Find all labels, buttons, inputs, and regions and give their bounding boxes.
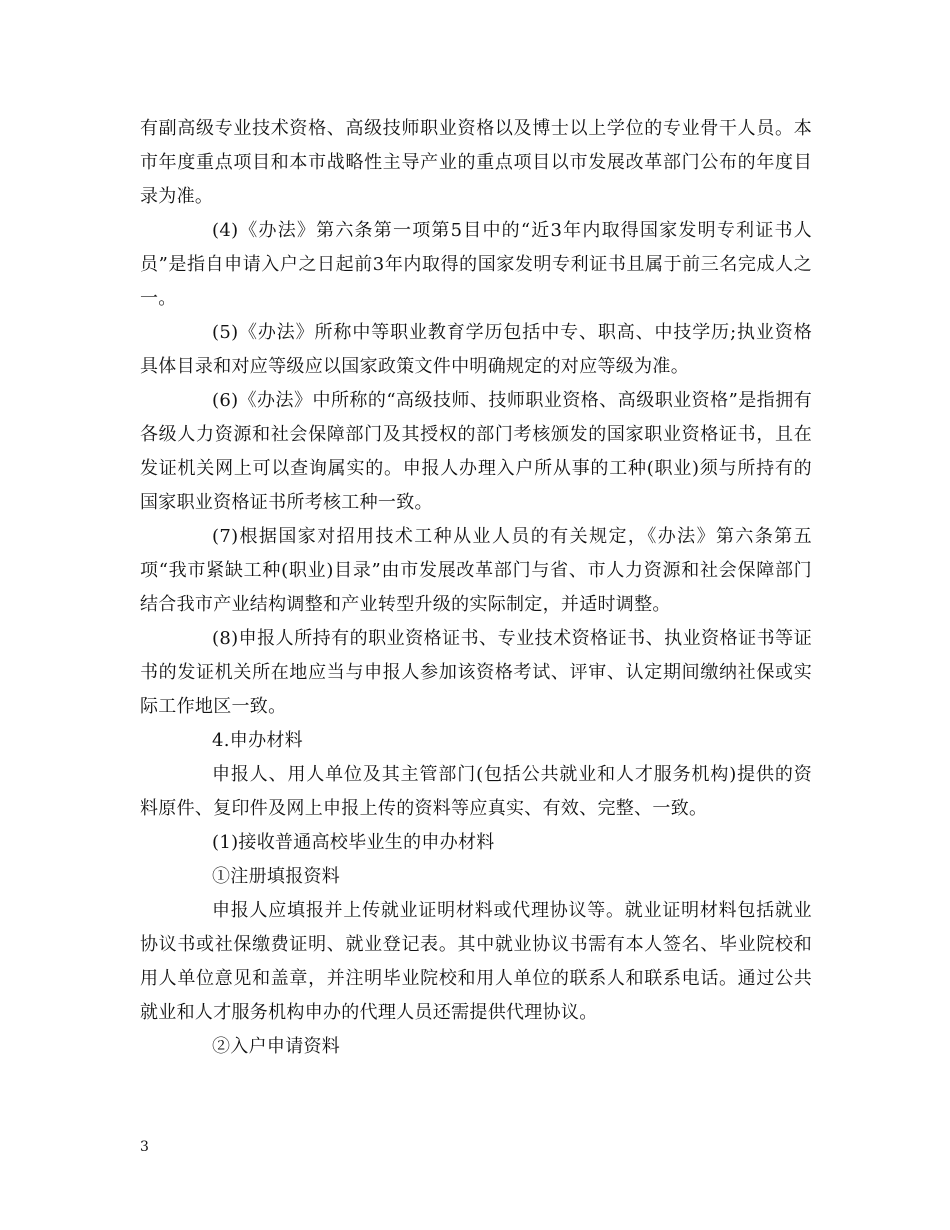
paragraph-6: (8)申报人所持有的职业资格证书、专业技术资格证书、执业资格证书等证书的发证机关所在地应当与申报人参加该资格考试、评审、认定期间缴纳社保或实际工作地区一致。 bbox=[140, 628, 812, 717]
page-number: 3 bbox=[140, 1139, 149, 1155]
paragraph-2: (4)《办法》第六条第一项第5目中的“近3年内取得国家发明专利证书人员”是指自申请入户之日起前3年内取得的国家发明专利证书且属于前三名完成人之一。 bbox=[140, 220, 812, 309]
paragraph-4: (6)《办法》中所称的“高级技师、技师职业资格、高级职业资格”是指拥有各级人力资源和社会保障部门及其授权的部门考核颁发的国家职业资格证书，且在发证机关网上可以查询属实的。申报人办理入户所从事的工种(职业)须与所持有的国家职业资格证书所考核工种一致。 bbox=[140, 390, 812, 513]
paragraph-8: 申报人、用人单位及其主管部门(包括公共就业和人才服务机构)提供的资料原件、复印件及网上申报上传的资料等应真实、有效、完整、一致。 bbox=[140, 764, 812, 819]
body-text bbox=[140, 112, 812, 1064]
section-heading-materials: 4.申办材料 bbox=[212, 730, 303, 751]
subheading-graduates: (1)接收普通高校毕业生的申办材料 bbox=[212, 832, 495, 853]
paragraph-5: (7)根据国家对招用技术工种从业人员的有关规定，《办法》第六条第五项“我市紧缺工种(职业)目录”由市发展改革部门与省、市人力资源和社会保障部门结合我市产业结构调整和产业转型升级的实际制定，并适时调整。 bbox=[140, 526, 812, 615]
paragraph-3: (5)《办法》所称中等职业教育学历包括中专、职高、中技学历;执业资格具体目录和对应等级应以国家政策文件中明确规定的对应等级为准。 bbox=[140, 322, 812, 377]
subheading-application: ②入户申请资料 bbox=[212, 1036, 341, 1057]
subheading-registration: ①注册填报资料 bbox=[212, 866, 341, 887]
paragraph-11: 申报人应填报并上传就业证明材料或代理协议等。就业证明材料包括就业协议书或社保缴费证明、就业登记表。其中就业协议书需有本人签名、毕业院校和用人单位意见和盖章，并注明毕业院校和用人单位的联系人和联系电话。通过公共就业和人才服务机构申办的代理人员还需提供代理协议。 bbox=[140, 900, 812, 1023]
paragraph-1: 有副高级专业技术资格、高级技师职业资格以及博士以上学位的专业骨干人员。本市年度重点项目和本市战略性主导产业的重点项目以市发展改革部门公布的年度目录为准。 bbox=[140, 118, 812, 207]
